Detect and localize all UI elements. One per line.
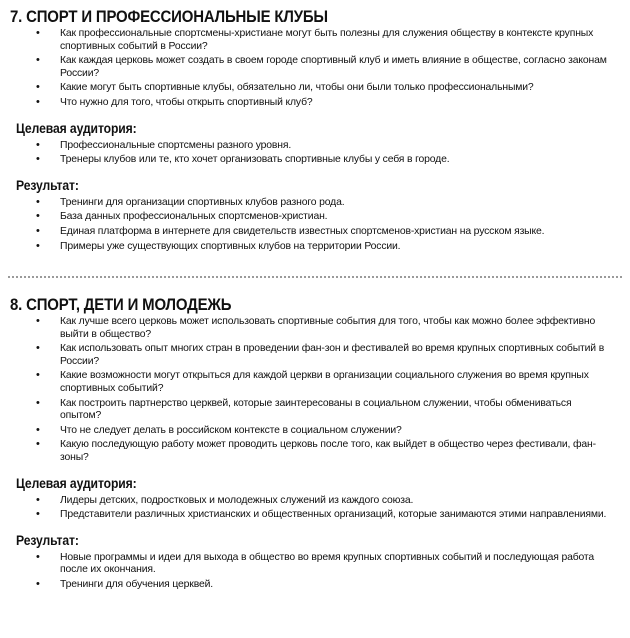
- section-sport-children-youth: [0, 294, 630, 594]
- list-item: • Представители различных христианских и общественных организаций, которые занимаются этими направлениями.: [0, 509, 630, 522]
- list-item: • Как каждая церковь может создать в своем городе спортивный клуб и иметь влияние в обществе, согласно законам России?: [0, 55, 630, 80]
- list-item: • Тренинги для обучения церквей.: [0, 579, 630, 592]
- list-item: • Как построить партнерство церквей, которые заинтересованы в социальном служении, чтобы обмениваться опытом?: [0, 398, 630, 423]
- list-item: • Как профессиональные спортсмены-христиане могут быть полезны для служения обществу в контексте крупных спортивных событий в России?: [0, 28, 630, 53]
- results-list: [0, 197, 630, 253]
- list-item: • Как лучше всего церковь может использовать спортивные события для того, чтобы как можно более эффективно выйти в общество?: [0, 316, 630, 341]
- audience-list: [0, 495, 630, 522]
- audience-heading: Целевая аудитория:: [16, 475, 137, 491]
- list-item: • База данных профессиональных спортсменов-христиан.: [0, 211, 630, 224]
- list-item: • Лидеры детских, подростковых и молодежных служений из каждого союза.: [0, 495, 630, 508]
- list-item: • Какие могут быть спортивные клубы, обязательно ли, чтобы они были только профессиональными?: [0, 82, 630, 95]
- list-item: • Какие возможности могут открыться для каждой церкви в организации социального служения во время крупных спортивных событий?: [0, 370, 630, 395]
- list-item: • Какую последующую работу может проводить церковь после того, как выйдет в общество через фестивали, фан-зоны?: [0, 439, 630, 464]
- result-heading: Результат:: [16, 532, 79, 548]
- results-list: [0, 552, 630, 592]
- list-item: • Тренинги для организации спортивных клубов разного рода.: [0, 197, 630, 210]
- section-title: 7. СПОРТ И ПРОФЕССИОНАЛЬНЫЕ КЛУБЫ: [10, 7, 328, 26]
- list-item: • Что не следует делать в российском контексте в социальном служении?: [0, 425, 630, 438]
- list-item: • Что нужно для того, чтобы открыть спортивный клуб?: [0, 97, 630, 110]
- list-item: • Как использовать опыт многих стран в проведении фан-зон и фестивалей во время крупных спортивных событий в России?: [0, 343, 630, 368]
- audience-list: [0, 140, 630, 167]
- questions-list: [0, 316, 630, 465]
- list-item: • Тренеры клубов или те, кто хочет организовать спортивные клубы у себя в городе.: [0, 154, 630, 167]
- list-item: • Единая платформа в интернете для свидетельств известных спортсменов-христиан на русском языке.: [0, 226, 630, 239]
- audience-heading: Целевая аудитория:: [16, 120, 137, 136]
- list-item: • Профессиональные спортсмены разного уровня.: [0, 140, 630, 153]
- result-heading: Результат:: [16, 177, 79, 193]
- questions-list: [0, 28, 630, 110]
- dotted-divider: [8, 276, 622, 278]
- list-item: • Новые программы и идеи для выхода в общество во время крупных спортивных событий и последующая работа после их окончания.: [0, 552, 630, 577]
- section-sport-professional-clubs: [0, 6, 630, 255]
- list-item: • Примеры уже существующих спортивных клубов на территории России.: [0, 241, 630, 254]
- section-title: 8. СПОРТ, ДЕТИ И МОЛОДЕЖЬ: [10, 295, 232, 314]
